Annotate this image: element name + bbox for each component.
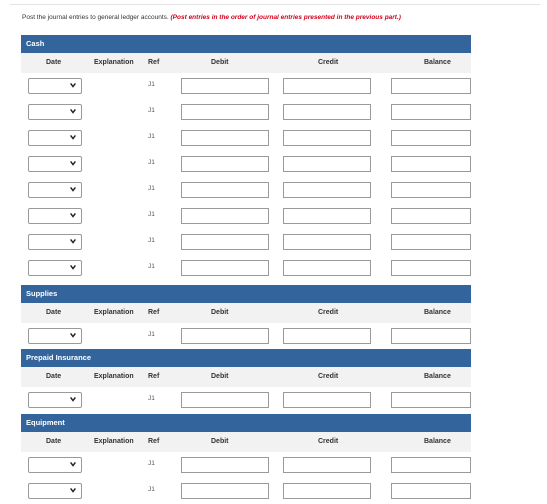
header-date: Date (46, 373, 62, 380)
header-debit: Debit (211, 373, 229, 380)
ledger-row (21, 177, 471, 203)
ledger-row (21, 203, 471, 229)
debit-input[interactable] (181, 234, 269, 250)
debit-input[interactable] (181, 130, 269, 146)
debit-input[interactable] (181, 328, 269, 344)
ref-value: J1 (148, 395, 155, 402)
header-ref: Ref (148, 373, 160, 380)
ledger-row (21, 478, 471, 504)
debit-input[interactable] (181, 260, 269, 276)
balance-input[interactable] (391, 260, 471, 276)
header-balance: Balance (424, 373, 451, 380)
header-explanation: Explanation (94, 373, 134, 380)
date-select[interactable] (28, 156, 82, 172)
ref-value: J1 (148, 331, 155, 338)
balance-input[interactable] (391, 130, 471, 146)
debit-input[interactable] (181, 208, 269, 224)
ledger-title: Equipment (21, 414, 471, 432)
credit-input[interactable] (283, 104, 371, 120)
ref-value: J1 (148, 185, 155, 192)
header-credit: Credit (318, 309, 339, 316)
header-date: Date (46, 309, 62, 316)
balance-input[interactable] (391, 182, 471, 198)
ledger-title: Cash (21, 35, 471, 53)
ref-value: J1 (148, 159, 155, 166)
debit-input[interactable] (181, 78, 269, 94)
credit-input[interactable] (283, 208, 371, 224)
balance-input[interactable] (391, 457, 471, 473)
ledger-supplies (21, 285, 471, 349)
credit-input[interactable] (283, 130, 371, 146)
credit-input[interactable] (283, 234, 371, 250)
header-date: Date (46, 438, 62, 445)
column-headers (21, 367, 471, 387)
ledger-row (21, 99, 471, 125)
header-ref: Ref (148, 59, 160, 66)
ledger-row (21, 387, 471, 413)
credit-input[interactable] (283, 260, 371, 276)
balance-input[interactable] (391, 208, 471, 224)
balance-input[interactable] (391, 78, 471, 94)
header-balance: Balance (424, 309, 451, 316)
ref-value: J1 (148, 81, 155, 88)
ledger-row (21, 125, 471, 151)
ledger-title: Prepaid Insurance (21, 349, 471, 367)
ref-value: J1 (148, 263, 155, 270)
debit-input[interactable] (181, 392, 269, 408)
balance-input[interactable] (391, 234, 471, 250)
instructions-text: Post the journal entries to general ledger accounts. (22, 14, 169, 21)
header-credit: Credit (318, 438, 339, 445)
date-select[interactable] (28, 483, 82, 499)
ledger-title: Supplies (21, 285, 471, 303)
header-debit: Debit (211, 59, 229, 66)
header-date: Date (46, 59, 62, 66)
instructions-note: (Post entries in the order of journal entries presented in the previous part.) (170, 14, 401, 21)
debit-input[interactable] (181, 483, 269, 499)
header-debit: Debit (211, 309, 229, 316)
ledger-row (21, 229, 471, 255)
date-select[interactable] (28, 234, 82, 250)
header-explanation: Explanation (94, 59, 134, 66)
ref-value: J1 (148, 460, 155, 467)
debit-input[interactable] (181, 182, 269, 198)
date-select[interactable] (28, 260, 82, 276)
balance-input[interactable] (391, 483, 471, 499)
date-select[interactable] (28, 78, 82, 94)
debit-input[interactable] (181, 457, 269, 473)
ledger-cash (21, 35, 471, 281)
header-debit: Debit (211, 438, 229, 445)
ref-value: J1 (148, 211, 155, 218)
ledger-row (21, 73, 471, 99)
column-headers (21, 303, 471, 323)
header-explanation: Explanation (94, 438, 134, 445)
credit-input[interactable] (283, 483, 371, 499)
credit-input[interactable] (283, 156, 371, 172)
credit-input[interactable] (283, 78, 371, 94)
date-select[interactable] (28, 182, 82, 198)
ledger-equipment (21, 414, 471, 504)
balance-input[interactable] (391, 392, 471, 408)
credit-input[interactable] (283, 392, 371, 408)
credit-input[interactable] (283, 457, 371, 473)
balance-input[interactable] (391, 104, 471, 120)
credit-input[interactable] (283, 328, 371, 344)
top-divider (10, 4, 540, 5)
balance-input[interactable] (391, 328, 471, 344)
ledger-row (21, 323, 471, 349)
header-credit: Credit (318, 59, 339, 66)
debit-input[interactable] (181, 156, 269, 172)
header-balance: Balance (424, 438, 451, 445)
instructions (22, 14, 401, 21)
header-ref: Ref (148, 438, 160, 445)
date-select[interactable] (28, 392, 82, 408)
column-headers (21, 432, 471, 452)
header-balance: Balance (424, 59, 451, 66)
header-credit: Credit (318, 373, 339, 380)
header-explanation: Explanation (94, 309, 134, 316)
date-select[interactable] (28, 130, 82, 146)
date-select[interactable] (28, 208, 82, 224)
ledger-row (21, 151, 471, 177)
header-ref: Ref (148, 309, 160, 316)
ref-value: J1 (148, 107, 155, 114)
balance-input[interactable] (391, 156, 471, 172)
date-select[interactable] (28, 328, 82, 344)
column-headers (21, 53, 471, 73)
credit-input[interactable] (283, 182, 371, 198)
ref-value: J1 (148, 133, 155, 140)
date-select[interactable] (28, 457, 82, 473)
ledger-prepaid-insurance (21, 349, 471, 413)
ref-value: J1 (148, 486, 155, 493)
ledger-row (21, 452, 471, 478)
ledger-row (21, 255, 471, 281)
date-select[interactable] (28, 104, 82, 120)
debit-input[interactable] (181, 104, 269, 120)
ref-value: J1 (148, 237, 155, 244)
